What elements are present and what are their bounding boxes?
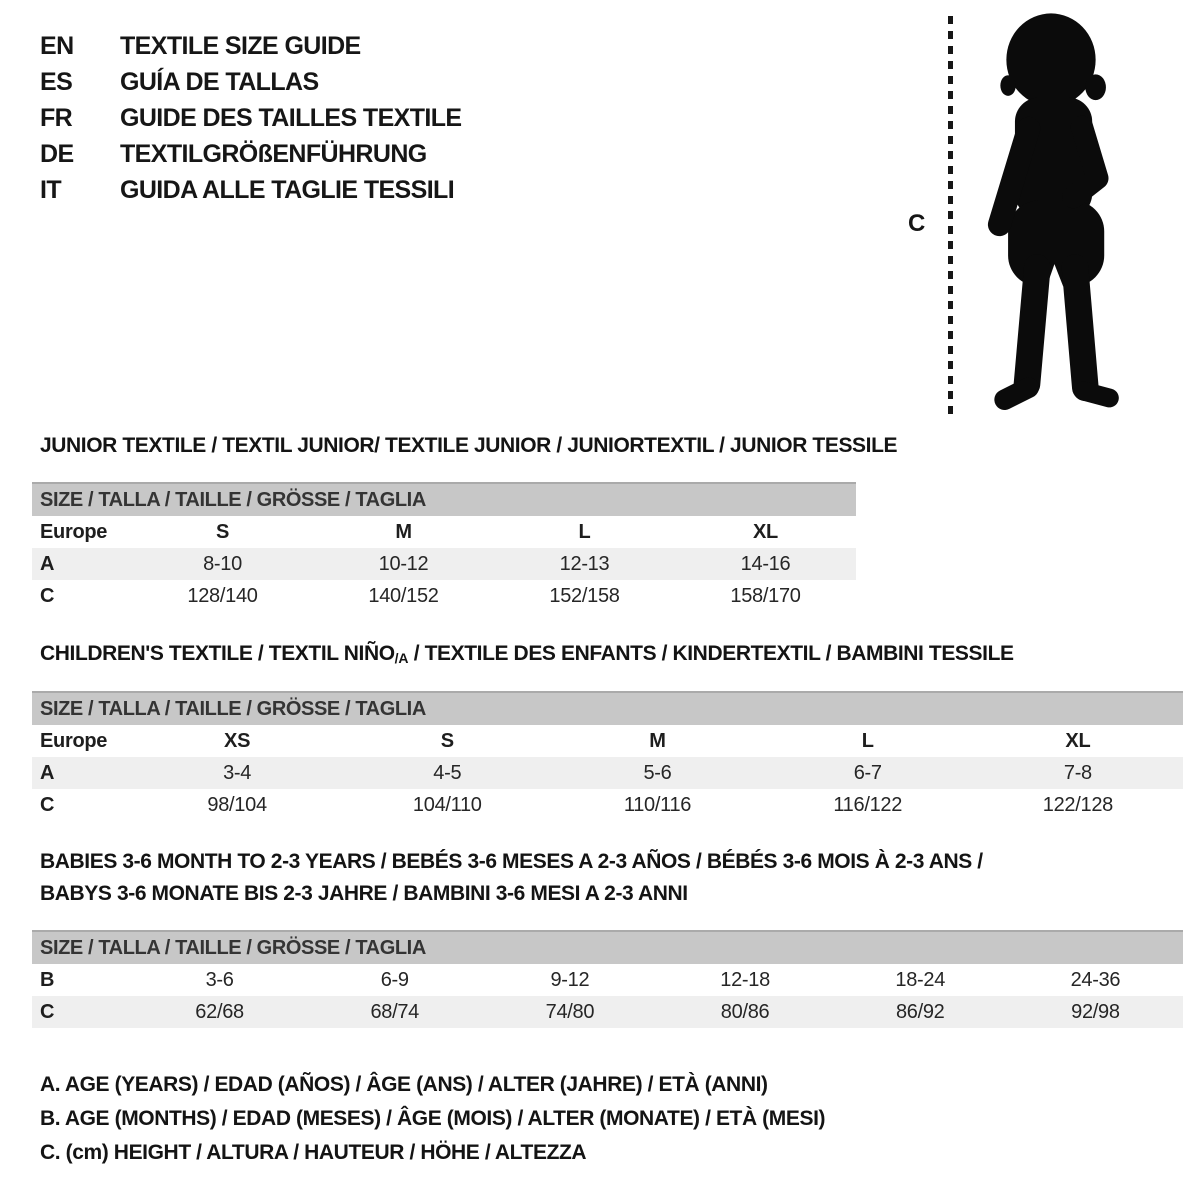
size-value: 110/116 [623, 793, 692, 816]
section-babies-textile [32, 846, 1183, 1028]
section-title-block [32, 638, 1183, 671]
table-row [32, 580, 856, 612]
language-row [40, 136, 462, 172]
table-header-row [32, 725, 1183, 757]
row-label: B [40, 968, 55, 991]
table-header-row [32, 516, 856, 548]
language-title: TEXTILE SIZE GUIDE [120, 31, 361, 60]
size-value: 62/68 [195, 1000, 244, 1023]
language-code: FR [40, 103, 73, 132]
size-value: 86/92 [895, 1000, 945, 1023]
row-label: C [40, 793, 55, 816]
size-value: XL [753, 520, 778, 543]
size-value: 4-5 [433, 761, 462, 784]
toddler-silhouette-icon [958, 10, 1144, 422]
row-label: C [40, 1000, 55, 1023]
title-text: BABYS 3-6 MONATE BIS 2-3 JAHRE / BAMBINI 3-6 MESI A 2-3 ANNI [40, 882, 688, 905]
size-value: 68/74 [370, 1000, 420, 1023]
language-code: EN [40, 31, 74, 60]
row-label: A [40, 552, 55, 575]
table-row [32, 757, 1183, 789]
title-text: BABIES 3-6 MONTH TO 2-3 YEARS / BEBÉS 3-6 MESES A 2-3 AÑOS / BÉBÉS 3-6 MOIS À 2-3 ANS / [40, 850, 983, 873]
language-row [40, 64, 462, 100]
section-junior-textile [32, 430, 898, 612]
row-label: Europe [40, 520, 108, 543]
language-row [40, 28, 462, 64]
size-table [32, 725, 1183, 821]
size-value: 5-6 [643, 761, 672, 784]
size-value: 140/152 [368, 584, 439, 607]
language-row [40, 172, 462, 208]
title-text: CHILDREN'S TEXTILE / TEXTIL NIÑO [40, 642, 395, 665]
section-title-block [32, 430, 898, 462]
language-row [40, 100, 462, 136]
size-header-bar: SIZE / TALLA / TAILLE / GRÖSSE / TAGLIA [32, 691, 1183, 725]
size-value: 74/80 [545, 1000, 595, 1023]
size-value: 104/110 [412, 793, 482, 816]
row-label: Europe [40, 729, 108, 752]
size-value: 92/98 [1071, 1000, 1120, 1023]
size-value: M [649, 729, 666, 752]
section-title [40, 878, 1183, 910]
size-header-bar: SIZE / TALLA / TAILLE / GRÖSSE / TAGLIA [32, 930, 1183, 964]
size-header-bar: SIZE / TALLA / TAILLE / GRÖSSE / TAGLIA [32, 482, 856, 516]
size-value: 128/140 [187, 584, 258, 607]
legend-line: A. AGE (YEARS) / EDAD (AÑOS) / ÂGE (ANS) / ALTER (JAHRE) / ETÀ (ANNI) [40, 1073, 768, 1096]
title-subscript: /A [394, 650, 409, 666]
size-value: 152/158 [549, 584, 620, 607]
row-label: C [40, 584, 55, 607]
size-value: 3-6 [205, 968, 234, 991]
language-list [40, 28, 462, 208]
title-text: JUNIOR TEXTILE / TEXTIL JUNIOR/ TEXTILE JUNIOR / JUNIORTEXTIL / JUNIOR TESSILE [40, 434, 898, 457]
section-children-textile [32, 638, 1183, 821]
size-value: 18-24 [895, 968, 946, 991]
section-title-block [32, 846, 1183, 910]
title-text: / TEXTILE DES ENFANTS / KINDERTEXTIL / BAMBINI TESSILE [408, 642, 1014, 665]
language-title: TEXTILGRÖßENFÜHRUNG [120, 139, 427, 168]
size-value: 122/128 [1042, 793, 1113, 816]
size-value: L [578, 520, 591, 543]
table-row [32, 548, 856, 580]
size-value: 10-12 [378, 552, 429, 575]
size-value: 116/122 [833, 793, 903, 816]
size-value: 7-8 [1063, 761, 1092, 784]
language-code: ES [40, 67, 73, 96]
language-code: DE [40, 139, 74, 168]
size-table [32, 964, 1183, 1028]
section-title [40, 430, 898, 462]
language-title: GUÍA DE TALLAS [120, 67, 319, 96]
row-label: A [40, 761, 55, 784]
language-title: GUIDE DES TAILLES TEXTILE [120, 103, 462, 132]
legend [40, 1068, 825, 1170]
table-row [32, 996, 1183, 1028]
size-value: 8-10 [203, 552, 242, 575]
size-value: XS [224, 729, 251, 752]
table-row [32, 789, 1183, 821]
height-measure-dashed-line [948, 16, 953, 416]
size-value: 6-7 [853, 761, 882, 784]
section-title [40, 638, 1183, 671]
language-title: GUIDA ALLE TAGLIE TESSILI [120, 175, 455, 204]
size-value: S [215, 520, 230, 543]
size-value: 3-4 [223, 761, 252, 784]
size-value: S [440, 729, 454, 752]
table-row [32, 964, 1183, 996]
size-value: 158/170 [730, 584, 801, 607]
size-value: M [395, 520, 412, 543]
size-value: 24-36 [1070, 968, 1121, 991]
height-measure-label: C [908, 210, 926, 237]
size-value: 14-16 [740, 552, 791, 575]
size-table [32, 516, 856, 612]
size-value: 12-18 [720, 968, 770, 991]
size-value: 80/86 [720, 1000, 770, 1023]
size-value: L [861, 729, 874, 752]
legend-line: C. (cm) HEIGHT / ALTURA / HAUTEUR / HÖHE / ALTEZZA [40, 1141, 587, 1164]
size-value: 98/104 [207, 793, 267, 816]
section-title [40, 846, 1183, 878]
size-value: 6-9 [380, 968, 409, 991]
language-code: IT [40, 175, 62, 204]
size-value: 9-12 [550, 968, 590, 991]
size-value: XL [1065, 729, 1091, 752]
legend-line: B. AGE (MONTHS) / EDAD (MESES) / ÂGE (MOIS) / ALTER (MONATE) / ETÀ (MESI) [40, 1107, 826, 1130]
size-value: 12-13 [559, 552, 610, 575]
